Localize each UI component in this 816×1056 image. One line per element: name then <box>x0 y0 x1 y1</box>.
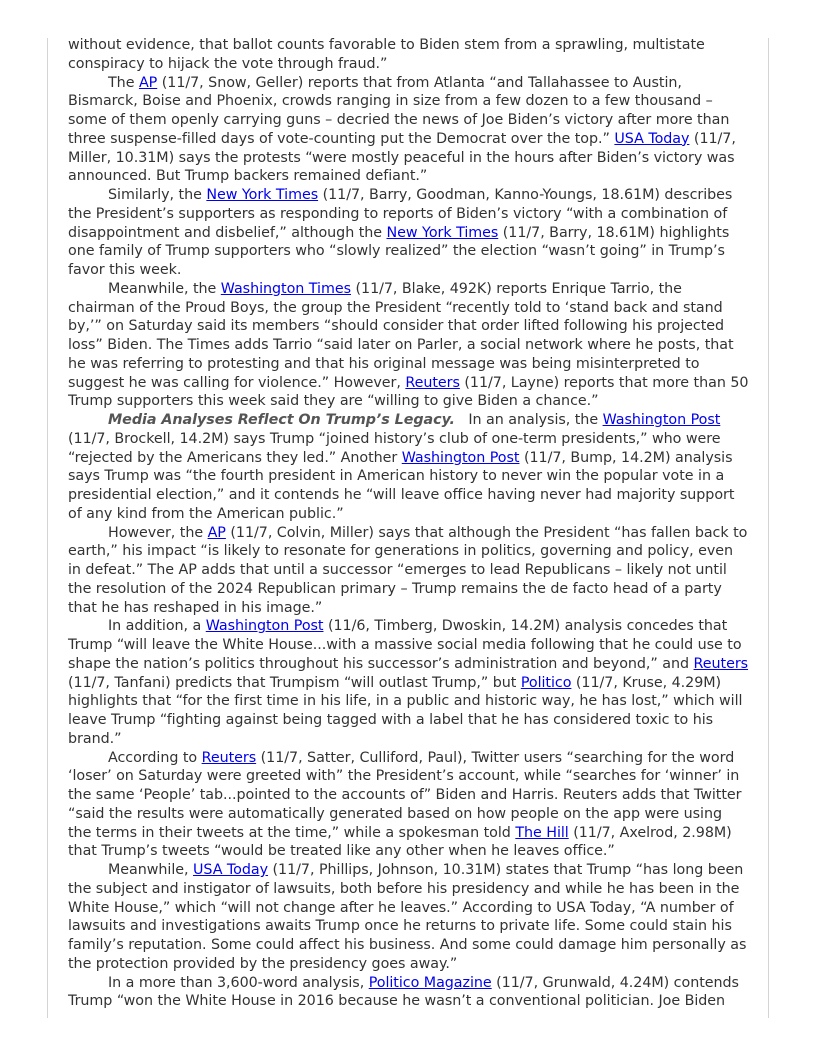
source-link[interactable]: Washington Post <box>401 449 520 466</box>
source-link[interactable]: Politico Magazine <box>368 974 492 991</box>
body-text: Similarly, the <box>108 187 207 203</box>
source-link[interactable]: Washington Post <box>602 412 721 428</box>
source-link[interactable]: AP <box>138 74 158 91</box>
body-text: (11/7, Blake, 492K) reports Enrique Tarrio, the chairman of the Proud Boys, the group the President “recently told to ‘stand back and stand by,’” on Saturday said its members “should consider that order lifted following his projected loss” Biden. The Times adds Tarrio “said later on Parler, a social network where he posts, that he was referring to protesting and that his original message was being misinterpreted to suggest he was calling for violence.” However, <box>68 280 734 391</box>
body-text: (11/7, Snow, Geller) reports that from Atlanta “and Tallahassee to Austin, Bismarck, Boise and Phoenix, crowds ranging in size from a few dozen to a few thousand – some of them openly carrying guns – decried the news of Joe Biden’s victory after more than three suspense-filled days of vote-counting put the Democrat over the top.” <box>68 74 730 147</box>
source-link[interactable]: Reuters <box>405 374 460 391</box>
source-link[interactable]: Politico <box>520 674 572 691</box>
body-text: (11/7, Grunwald, 4.24M) contends Trump “won the White House in 2016 because he wasn’t a conventional politician. Joe Biden <box>68 974 739 1010</box>
body-text: (11/6, Timberg, Dwoskin, 14.2M) analysis concedes that Trump “will leave the White House...with a massive social media following that he could use to shape the nation’s politics throughout his successor’s administration and beyond,” and <box>68 618 742 672</box>
source-link[interactable]: USA Today <box>193 862 269 878</box>
body-text: (11/7, Barry, 18.61M) highlights one family of Trump supporters who “slowly realized” the election “wasn’t going” in Trump’s favor this week. <box>68 224 730 278</box>
body-text: (11/7, Barry, Goodman, Kanno-Youngs, 18.61M) describes the President’s supporters as responding to reports of Biden’s victory “with a combination of disappointment and disbelief,” although the <box>68 187 733 241</box>
section-headline: Media Analyses Reflect On Trump’s Legacy. <box>108 412 455 428</box>
body-text: In an analysis, the <box>454 412 603 428</box>
body-text: (11/7, Bump, 14.2M) analysis says Trump was “the fourth president in American history to never win the popular vote in a presidential election,” and it contends he “will leave office having never had majority support of any kind from the American public.” <box>68 449 735 522</box>
body-text: (11/7, Tanfani) predicts that Trumpism “will outlast Trump,” but <box>68 674 521 691</box>
source-link[interactable]: USA Today <box>614 130 690 147</box>
body-text: (11/7, Kruse, 4.29M) highlights that “for the first time in his life, in a public and historic way, he has lost,” which will leave Trump “fighting against being tagged with a label that he has considered toxic to his brand.” <box>68 674 743 747</box>
body-text: (11/7, Brockell, 14.2M) says Trump “joined history’s club of one-term presidents,” who were “rejected by the Americans they led.” Another <box>68 430 721 466</box>
source-link[interactable]: Reuters <box>201 749 257 766</box>
body-text: (11/7, Layne) reports that more than 50 Trump supporters this week said they are “willing to give Biden a chance.” <box>68 374 749 410</box>
body-text: Meanwhile, the <box>108 280 221 297</box>
source-link[interactable]: AP <box>207 524 226 541</box>
body-text: According to <box>108 749 202 766</box>
paragraph <box>68 411 749 524</box>
body-text: However, the <box>108 524 208 541</box>
right-margin-rule <box>768 38 769 1018</box>
left-margin-rule <box>47 38 48 1018</box>
source-link[interactable]: New York Times <box>386 224 499 241</box>
body-text: (11/7, Colvin, Miller) says that although the President “has fallen back to earth,” his impact “is likely to resonate for generations in politics, governing and policy, even in defeat.” The AP adds that until a successor “emerges to lead Republicans – likely not until the resolution of the 2024 Republican primary – Trump remains the de facto head of a party that he has reshaped in his image.” <box>68 524 748 616</box>
paragraph <box>68 749 749 862</box>
source-link[interactable]: Reuters <box>693 655 749 672</box>
paragraph <box>68 36 749 74</box>
paragraph <box>68 524 749 618</box>
source-link[interactable]: The Hill <box>515 824 569 841</box>
body-text: The <box>108 74 139 91</box>
body-text: In addition, a <box>108 618 206 635</box>
body-text: Meanwhile, <box>108 862 193 878</box>
body-text: without evidence, that ballot counts favorable to Biden stem from a sprawling, multistate conspiracy to hijack the vote through fraud.” <box>68 37 705 72</box>
paragraph <box>68 861 749 974</box>
body-text: (11/7, Satter, Culliford, Paul), Twitter users “searching for the word ‘loser’ on Saturday were greeted with” the President’s account, while “searches for ‘winner’ in the same ‘People’ tab...pointed to the accounts of” Biden and Harris. Reuters adds that Twitter “said the results were automatically generated based on how people on the app were using the terms in their tweets at the time,” while a spokesman told <box>68 749 742 841</box>
source-link[interactable]: Washington Post <box>205 618 324 635</box>
paragraph <box>68 974 749 1012</box>
body-text: (11/7, Miller, 10.31M) says the protests “were mostly peaceful in the hours after Biden’s victory was announced. But Trump backers remained defiant.” <box>68 130 736 185</box>
body-text: (11/7, Axelrod, 2.98M) that Trump’s tweets “would be treated like any other when he leaves office.” <box>68 824 732 860</box>
body-text: (11/7, Phillips, Johnson, 10.31M) states that Trump “has long been the subject and instigator of lawsuits, both before his presidency and while he has been in the White House,” which “will not change after he leaves.” According to USA Today, “A number of lawsuits and investigations awaits Trump once he returns to private life. Some could stain his family’s reputation. Some could affect his business. And some could damage him personally as the protection provided by the presidency goes away.” <box>68 862 747 972</box>
source-link[interactable]: Washington Times <box>220 280 351 297</box>
paragraph <box>68 74 749 187</box>
paragraph <box>68 617 749 748</box>
paragraph <box>68 186 749 280</box>
paragraph <box>68 280 749 411</box>
document-body <box>68 36 749 1011</box>
body-text: In a more than 3,600-word analysis, <box>108 974 369 991</box>
source-link[interactable]: New York Times <box>206 187 319 203</box>
